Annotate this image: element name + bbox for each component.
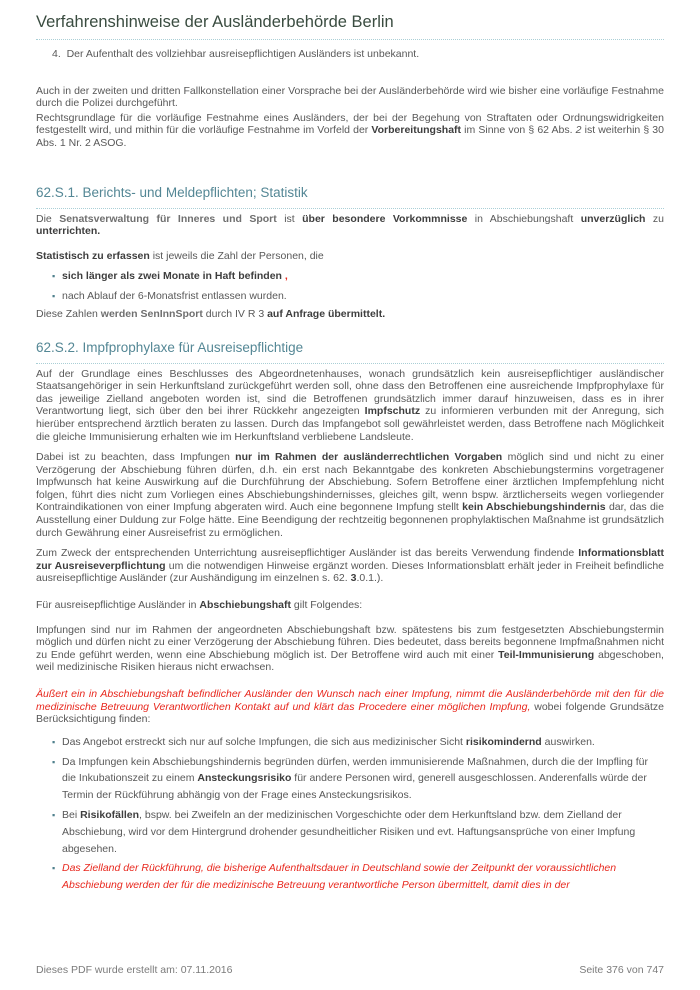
list-item bbox=[52, 860, 664, 894]
paragraph-s2-basis bbox=[36, 368, 664, 444]
text-run: Das Angebot erstreckt sich nur auf solche Impfungen, die sich aus medizinischer Sicht bbox=[62, 735, 466, 748]
section-heading-62s1: 62.S.1. Berichts- und Meldepflichten; Statistik bbox=[36, 184, 308, 200]
text-run: , bspw. bei Zweifeln an der medizinischen Vorgeschichte oder dem Herkunftsland bzw. dem Zielland der Abschiebung, wird vor dem Hintergrund drohender gesundheitlicher Risiken und evt. Haftungsansprüche von einer Impfung abgesehen. bbox=[62, 808, 636, 855]
text-run: Risikofällen bbox=[80, 808, 140, 821]
text-run: sich länger als zwei Monate in Haft befinden bbox=[62, 270, 282, 283]
text-run: zu bbox=[645, 212, 664, 225]
list-item bbox=[52, 288, 664, 305]
text-run: ist weiterhin § 30 Abs. 1 Nr. 2 ASOG. bbox=[36, 124, 664, 149]
text-run: Die bbox=[36, 212, 60, 225]
text-run: Teil-Immunisierung bbox=[498, 648, 595, 661]
text-run: Informationsblatt zur Ausreiseverpflichtung bbox=[36, 547, 664, 572]
text-run: in Abschiebungshaft bbox=[467, 212, 581, 225]
section-divider bbox=[36, 208, 664, 209]
text-run: Vorbereitungshaft bbox=[371, 124, 462, 137]
paragraph-s2-infosheet bbox=[36, 547, 664, 585]
paragraph-s2-constraints bbox=[36, 451, 664, 539]
text-run: risikomindernd bbox=[465, 735, 542, 748]
section-heading-62s2: 62.S.2. Impfprophylaxe für Ausreisepflichtige bbox=[36, 339, 304, 355]
text-run: für andere Personen wird, generell ausgeschlossen. Anderenfalls würde der Termin der Rückführung abhängig von der Frage eines Ansteckungsrisikos. bbox=[62, 772, 647, 802]
paragraph-intro-2 bbox=[36, 112, 664, 150]
text-run: .0.1.). bbox=[356, 572, 384, 585]
footer-page-number: Seite 376 von 747 bbox=[579, 964, 664, 976]
paragraph-s1-statistics bbox=[36, 250, 664, 263]
paragraph-s2-detention-rules bbox=[36, 624, 664, 674]
text-run: gilt Folgendes: bbox=[291, 599, 363, 612]
text-run: zu informieren verbunden mit der Anregung, sich hierüber entsprechend ärztlich beraten zu lassen. Durch das Impfangebot soll gewährleistet werden, dass Betroffene nach Möglichkeit die gleiche Immunisierung erhalten wie im Herkunftsland verbliebene Landsleute. bbox=[36, 405, 665, 443]
text-run: Rechtsgrundlage für die vorläufige Festnahme eines Ausländers, der bei der Begehung von Straftaten oder Ordnungswidrigkeiten festgestellt wird, und mithin für die vorläufige Festnahme im Vorfeld der bbox=[36, 111, 664, 137]
text-run: kein Abschiebungshindernis bbox=[462, 501, 606, 514]
text-run: Auf der Grundlage eines Beschlusses des Abgeordnetenhauses, wonach grundsätzlich kein ausreisepflichtiger ausländischer Staatsangehöriger in sein Herkunftsland zurückgeführt werden soll, ohne dass den Betroffenen eine ausreichende Impfprophylaxe für das jeweilige Zielland angeboten worden ist, sind die Betroffenen grundsätzlich immer darauf hinzuweisen, dass es in ihrer Verantwortung liegt, sich über den bei ihrer Rückkehr angezeigten bbox=[36, 367, 664, 418]
section-divider bbox=[36, 363, 664, 364]
text-run: möglich sind und nicht zu einer Verzögerung der Abschiebung führen dürfen, d.h. ein erst nach Bekanntgabe des konkreten Abschiebungstermins vorgetragener Impfwunsch hat keine Auswirkung auf die Durchführung der Abschiebung. Sofern Betroffene einer ärztlichen Impfempfehlung nicht folgen, führt dies nicht zum Vorliegen eines Abschiebungshindernisses, gleiches gilt, wenn bspw. ärztlicherseits wegen vorliegender Kontraindikationen von einer Impfung abgeraten wird. Auch eine begonnene Impfung stellt bbox=[36, 451, 664, 514]
text-run: wobei folgende Grundsätze Berücksichtigung finden: bbox=[36, 700, 664, 726]
vaccination-principles-list bbox=[36, 734, 664, 894]
text-run: Ansteckungsrisiko bbox=[197, 772, 292, 785]
text-run: dar, das die Ausstellung einer Duldung zur Folge hätte. Eine Beendigung der rechtzeitig begonnenen prophylaktischen Maßnahme ist grundsätzlich durch Gewährung einer Ausreisefrist zu ermöglichen. bbox=[36, 501, 664, 539]
paragraph-intro-1 bbox=[36, 85, 664, 110]
text-run: , bbox=[281, 270, 288, 283]
paragraph-s1-report-duty bbox=[36, 213, 664, 238]
text-run: 2 bbox=[575, 124, 582, 137]
page-footer bbox=[36, 964, 664, 976]
text-run: nur im Rahmen der ausländerrechtlichen Vorgaben bbox=[235, 451, 503, 464]
text-run: Diese Zahlen bbox=[36, 307, 101, 320]
title-divider bbox=[36, 39, 664, 40]
list-item bbox=[52, 734, 664, 751]
text-run: 4. Der Aufenthalt des vollziehbar ausreisepflichtigen Ausländers ist unbekannt. bbox=[52, 48, 420, 60]
text-run: 3 bbox=[350, 572, 357, 585]
list-item bbox=[52, 807, 664, 857]
footer-created-date: Dieses PDF wurde erstellt am: 07.11.2016 bbox=[36, 964, 233, 976]
statistics-bullet-list bbox=[36, 268, 664, 305]
text-run: ist jeweils die Zahl der Personen, die bbox=[149, 249, 324, 262]
text-run: werden SenInnSport bbox=[100, 307, 203, 320]
text-run: Das Zielland der Rückführung, die bisherige Aufenthaltsdauer in Deutschland sowie der Zeitpunkt der voraussichtlichen Abschiebung werden der für die medizinische Betreuung verantwortliche Person übermittelt, damit dies in der bbox=[62, 862, 617, 892]
text-run: Bei bbox=[62, 808, 81, 821]
text-run: Impfschutz bbox=[364, 405, 421, 418]
text-run: Äußert ein in Abschiebungshaft befindlicher Ausländer den Wunsch nach einer Impfung, nimmt die Ausländerbehörde mit den für die medizinische Betreuung Verantwortlichen Kontakt auf und klärt das Procedere einer möglichen Impfung, bbox=[36, 688, 664, 713]
text-run: über besondere Vorkommnisse bbox=[302, 212, 468, 225]
paragraph-s1-transmission bbox=[36, 308, 664, 321]
text-run: durch IV R 3 bbox=[202, 307, 268, 320]
text-run: Abschiebungshaft bbox=[199, 599, 292, 612]
text-run: Da Impfungen kein Abschiebungshindernis begründen dürfen, werden immunisierende Maßnahmen, durch die der Impfling für die Inkubationszeit zu einem bbox=[62, 755, 649, 785]
text-run: Zum Zweck der entsprechenden Unterrichtung ausreisepflichtiger Ausländer ist das bereits Verwendung findende bbox=[36, 547, 579, 560]
list-item bbox=[52, 754, 664, 804]
document-title: Verfahrenshinweise der Ausländerbehörde Berlin bbox=[36, 13, 394, 31]
text-run: Statistisch zu erfassen bbox=[36, 249, 150, 262]
text-run: auswirken. bbox=[541, 735, 595, 748]
text-run: Senatsverwaltung für Inneres und Sport bbox=[59, 212, 277, 225]
text-run: Für ausreisepflichtige Ausländer in bbox=[36, 599, 200, 612]
text-run: abgeschoben, weil medizinische Risiken hieraus nicht erwachsen. bbox=[36, 648, 664, 674]
list-item bbox=[52, 268, 664, 285]
text-run: Auch in der zweiten und dritten Fallkonstellation einer Vorsprache bei der Ausländerbehörde wird wie bisher eine vorläufige Festnahme durch die Polizei durchgeführt. bbox=[36, 84, 664, 110]
text-run: Dabei ist zu beachten, dass Impfungen bbox=[36, 451, 236, 464]
text-run: auf Anfrage übermittelt. bbox=[267, 307, 386, 320]
text-run: im Sinne von § 62 Abs. bbox=[461, 124, 576, 137]
text-run: Impfungen sind nur im Rahmen der angeordneten Abschiebungshaft bzw. spätestens bis zum festgesetzten Abschiebungstermin möglich und dürfen nicht zu einer Verzögerung der Abschiebung führen. Dies bedeutet, dass bereits begonnene Impfmaßnahmen nicht zu Ende geführt werden, wenn eine Abschiebung möglich ist. Der Betroffene wird auch mit einer bbox=[36, 623, 664, 661]
text-run: unverzüglich bbox=[580, 212, 646, 225]
text-run: um die notwendigen Hinweise ergänzt worden. Dieses Informationsblatt erhält jeder in Freiheit befindliche ausreisepflichtige Ausländer (zur Aushändigung im einzelnen s. 62. bbox=[36, 559, 664, 585]
text-run: ist bbox=[276, 212, 303, 225]
paragraph-s2-detention-intro bbox=[36, 599, 664, 612]
text-run: unterrichten. bbox=[36, 225, 101, 238]
text-run: nach Ablauf der 6-Monatsfrist entlassen wurden. bbox=[62, 290, 287, 303]
paragraph-s2-red-procedure bbox=[36, 688, 664, 726]
numbered-item-4 bbox=[36, 48, 664, 61]
